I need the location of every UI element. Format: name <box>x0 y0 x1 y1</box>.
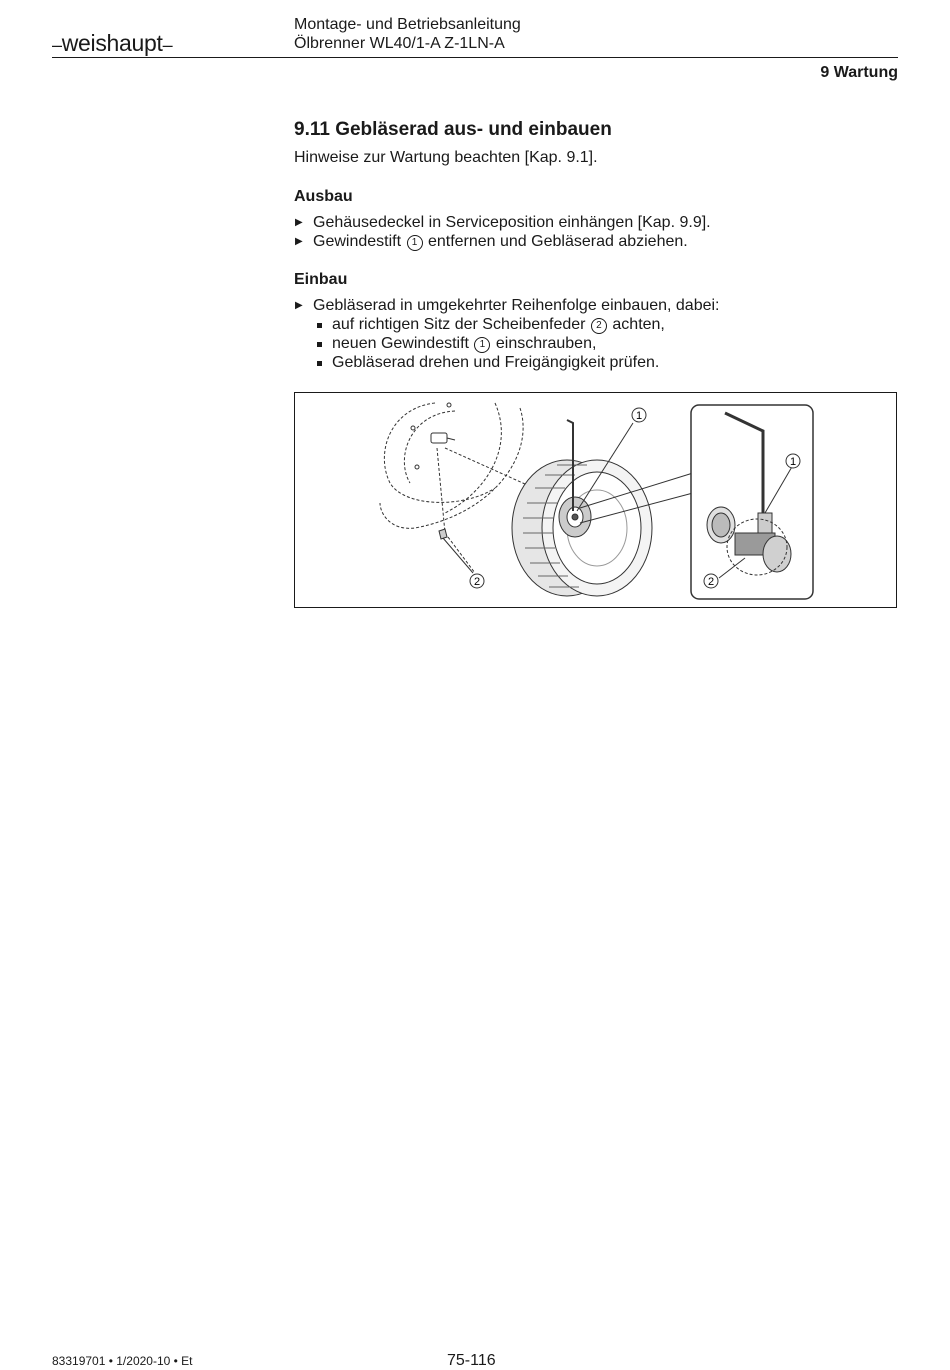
ausbau-heading: Ausbau <box>294 188 353 205</box>
fan-wheel-illustration <box>294 392 897 608</box>
einbau-substep-3: Gebläserad drehen und Freigängigkeit prüfen. <box>313 353 898 372</box>
footer-document-number: 83319701 • 1/2020-10 • Et <box>52 1354 193 1368</box>
einbau-substep-1: auf richtigen Sitz der Scheibenfeder 2 achten, <box>313 315 898 334</box>
ausbau-step-2: ▶ Gewindestift 1 entfernen und Gebläserad abziehen. <box>294 232 898 251</box>
footer-page-number: 75-116 <box>447 1352 496 1369</box>
callout-number: 1 <box>474 337 490 353</box>
detail-callout-1-label: 1 <box>789 456 797 468</box>
document-title-line2: Ölbrenner WL40/1-A Z-1LN-A <box>294 35 505 52</box>
callout-2-label: 2 <box>473 576 481 588</box>
callout-number: 2 <box>591 318 607 334</box>
callout-number: 1 <box>407 235 423 251</box>
detail-callout-2-label: 2 <box>707 576 715 588</box>
document-title-line1: Montage- und Betriebsanleitung <box>294 16 521 33</box>
ausbau-steps <box>294 213 898 251</box>
einbau-step-1: ▶ Gebläserad in umgekehrter Reihenfolge einbauen, dabei: auf richtigen Sitz der Scheibenfeder 2 achten, neuen Gewindestift 1 einschrauben, Gebläserad drehen und Freigängigkeit prüfen. <box>294 296 898 372</box>
fan-wheel-drawing <box>295 393 898 609</box>
header-divider <box>52 57 898 58</box>
einbau-steps <box>294 296 898 372</box>
einbau-substep-2: neuen Gewindestift 1 einschrauben, <box>313 334 898 353</box>
chapter-title: 9 Wartung <box>820 64 898 81</box>
weishaupt-logo: –weishaupt– <box>52 30 173 56</box>
einbau-substeps <box>313 315 898 372</box>
document-title <box>294 15 521 53</box>
section-intro: Hinweise zur Wartung beachten [Kap. 9.1]. <box>294 149 598 166</box>
einbau-heading: Einbau <box>294 271 348 288</box>
main-content <box>294 118 898 372</box>
callout-1-label: 1 <box>635 410 643 422</box>
ausbau-step-1: ▶ Gehäusedeckel in Serviceposition einhängen [Kap. 9.9]. <box>294 213 898 232</box>
section-title: 9.11 Gebläserad aus- und einbauen <box>294 119 612 140</box>
